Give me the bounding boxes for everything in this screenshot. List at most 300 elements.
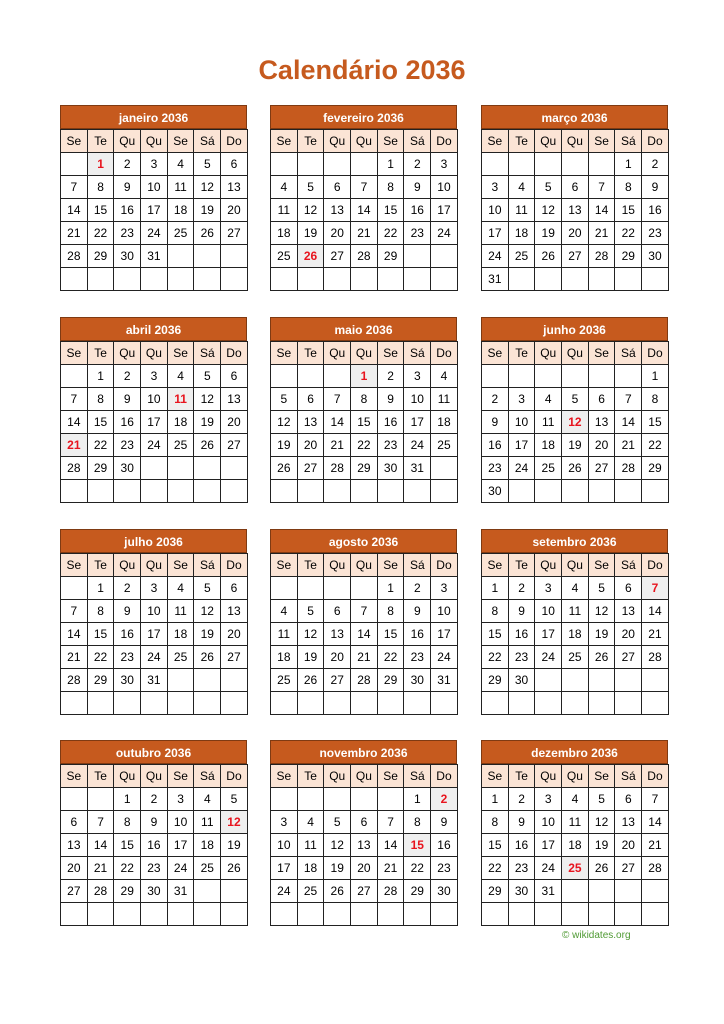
empty-cell — [87, 903, 114, 926]
day-cell: 3 — [141, 153, 168, 176]
empty-cell — [61, 480, 88, 503]
day-cell: 28 — [642, 646, 669, 669]
day-cell: 27 — [615, 857, 642, 880]
empty-cell — [61, 903, 88, 926]
empty-cell — [324, 903, 351, 926]
day-cell: 19 — [588, 623, 615, 646]
day-cell: 1 — [482, 577, 509, 600]
empty-cell — [167, 268, 194, 291]
weekday-header: Te — [508, 554, 535, 577]
day-cell: 28 — [588, 245, 615, 268]
day-cell: 5 — [535, 176, 562, 199]
day-cell: 15 — [482, 834, 509, 857]
holiday-day-cell: 12 — [562, 411, 589, 434]
day-cell: 29 — [482, 669, 509, 692]
day-cell: 9 — [114, 176, 141, 199]
empty-cell — [535, 268, 562, 291]
weekday-header: Se — [377, 554, 404, 577]
holiday-day-cell: 7 — [642, 577, 669, 600]
day-cell: 4 — [562, 788, 589, 811]
day-cell: 30 — [642, 245, 669, 268]
day-cell: 13 — [221, 176, 248, 199]
empty-cell — [87, 788, 114, 811]
day-cell: 19 — [271, 434, 298, 457]
day-cell: 16 — [404, 199, 431, 222]
day-cell: 3 — [431, 153, 458, 176]
day-cell: 23 — [114, 434, 141, 457]
day-cell: 6 — [297, 388, 324, 411]
weekday-header: Do — [221, 342, 248, 365]
empty-cell — [377, 692, 404, 715]
day-cell: 12 — [194, 600, 221, 623]
day-cell: 5 — [271, 388, 298, 411]
day-cell: 3 — [271, 811, 298, 834]
day-cell: 24 — [431, 222, 458, 245]
day-cell: 2 — [141, 788, 168, 811]
empty-cell — [324, 268, 351, 291]
day-cell: 15 — [87, 199, 114, 222]
day-cell: 8 — [87, 176, 114, 199]
empty-cell — [271, 903, 298, 926]
day-cell: 12 — [194, 176, 221, 199]
day-cell: 17 — [271, 857, 298, 880]
day-cell: 22 — [404, 857, 431, 880]
day-cell: 10 — [431, 176, 458, 199]
day-cell: 14 — [615, 411, 642, 434]
day-cell: 23 — [114, 222, 141, 245]
day-cell: 11 — [431, 388, 458, 411]
empty-cell — [271, 153, 298, 176]
empty-cell — [61, 268, 88, 291]
day-cell: 16 — [642, 199, 669, 222]
day-cell: 17 — [508, 434, 535, 457]
month-block — [481, 105, 668, 291]
day-cell: 7 — [588, 176, 615, 199]
day-cell: 13 — [221, 600, 248, 623]
day-cell: 17 — [404, 411, 431, 434]
day-cell: 5 — [588, 788, 615, 811]
day-cell: 25 — [167, 222, 194, 245]
day-cell: 27 — [351, 880, 378, 903]
day-cell: 3 — [404, 365, 431, 388]
month-title: julho 2036 — [60, 529, 247, 553]
empty-cell — [194, 903, 221, 926]
weekday-header: Te — [297, 342, 324, 365]
weekday-header: Se — [377, 765, 404, 788]
empty-cell — [297, 903, 324, 926]
weekday-header: Do — [221, 765, 248, 788]
day-cell: 16 — [508, 623, 535, 646]
day-cell: 20 — [615, 623, 642, 646]
empty-cell — [431, 480, 458, 503]
day-cell: 30 — [114, 669, 141, 692]
weekday-header: Se — [271, 130, 298, 153]
empty-cell — [642, 692, 669, 715]
day-cell: 30 — [508, 669, 535, 692]
empty-cell — [535, 480, 562, 503]
weekday-header: Qu — [324, 765, 351, 788]
day-cell: 16 — [114, 623, 141, 646]
day-cell: 8 — [377, 600, 404, 623]
day-cell: 24 — [535, 646, 562, 669]
day-cell: 4 — [271, 600, 298, 623]
day-cell: 20 — [615, 834, 642, 857]
day-cell: 15 — [482, 623, 509, 646]
day-cell: 19 — [297, 646, 324, 669]
day-cell: 19 — [324, 857, 351, 880]
day-cell: 26 — [194, 222, 221, 245]
day-cell: 13 — [615, 811, 642, 834]
weekday-header: Sá — [615, 554, 642, 577]
day-cell: 14 — [642, 811, 669, 834]
day-cell: 20 — [61, 857, 88, 880]
empty-cell — [61, 577, 88, 600]
day-cell: 4 — [431, 365, 458, 388]
day-cell: 5 — [297, 600, 324, 623]
day-cell: 6 — [221, 153, 248, 176]
month-days-table — [481, 553, 669, 715]
day-cell: 14 — [351, 623, 378, 646]
day-cell: 14 — [588, 199, 615, 222]
empty-cell — [535, 903, 562, 926]
day-cell: 28 — [61, 245, 88, 268]
month-block — [270, 317, 457, 503]
day-cell: 24 — [482, 245, 509, 268]
day-cell: 22 — [482, 646, 509, 669]
empty-cell — [297, 692, 324, 715]
day-cell: 27 — [221, 646, 248, 669]
day-cell: 4 — [167, 365, 194, 388]
day-cell: 29 — [642, 457, 669, 480]
day-cell: 6 — [324, 600, 351, 623]
day-cell: 28 — [324, 457, 351, 480]
day-cell: 12 — [588, 811, 615, 834]
weekday-header: Do — [431, 765, 458, 788]
day-cell: 21 — [61, 646, 88, 669]
day-cell: 13 — [324, 199, 351, 222]
day-cell: 6 — [61, 811, 88, 834]
day-cell: 7 — [615, 388, 642, 411]
empty-cell — [194, 669, 221, 692]
day-cell: 5 — [297, 176, 324, 199]
day-cell: 31 — [141, 245, 168, 268]
day-cell: 6 — [351, 811, 378, 834]
day-cell: 4 — [167, 577, 194, 600]
empty-cell — [221, 457, 248, 480]
holiday-day-cell: 1 — [351, 365, 378, 388]
empty-cell — [615, 903, 642, 926]
day-cell: 4 — [297, 811, 324, 834]
day-cell: 9 — [141, 811, 168, 834]
day-cell: 3 — [167, 788, 194, 811]
empty-cell — [351, 268, 378, 291]
day-cell: 22 — [351, 434, 378, 457]
weekday-header: Te — [297, 130, 324, 153]
day-cell: 24 — [141, 434, 168, 457]
empty-cell — [535, 669, 562, 692]
empty-cell — [351, 692, 378, 715]
empty-cell — [615, 365, 642, 388]
month-block — [60, 740, 247, 926]
weekday-header: Sá — [404, 130, 431, 153]
day-cell: 7 — [324, 388, 351, 411]
weekday-header: Do — [431, 130, 458, 153]
weekday-header: Qu — [535, 130, 562, 153]
empty-cell — [431, 268, 458, 291]
day-cell: 25 — [271, 245, 298, 268]
empty-cell — [642, 480, 669, 503]
empty-cell — [141, 268, 168, 291]
empty-cell — [588, 880, 615, 903]
weekday-header: Qu — [562, 130, 589, 153]
day-cell: 16 — [508, 834, 535, 857]
day-cell: 10 — [431, 600, 458, 623]
weekday-header: Qu — [351, 342, 378, 365]
day-cell: 21 — [324, 434, 351, 457]
day-cell: 12 — [535, 199, 562, 222]
day-cell: 7 — [351, 176, 378, 199]
day-cell: 22 — [87, 646, 114, 669]
day-cell: 25 — [194, 857, 221, 880]
weekday-header: Se — [482, 130, 509, 153]
day-cell: 20 — [324, 222, 351, 245]
month-block — [60, 529, 247, 715]
month-block — [270, 740, 457, 926]
day-cell: 9 — [642, 176, 669, 199]
holiday-day-cell: 1 — [87, 153, 114, 176]
day-cell: 1 — [377, 153, 404, 176]
empty-cell — [61, 365, 88, 388]
empty-cell — [141, 480, 168, 503]
day-cell: 21 — [642, 834, 669, 857]
weekday-header: Te — [87, 554, 114, 577]
day-cell: 16 — [114, 411, 141, 434]
day-cell: 31 — [431, 669, 458, 692]
day-cell: 9 — [404, 600, 431, 623]
empty-cell — [562, 692, 589, 715]
day-cell: 9 — [114, 600, 141, 623]
day-cell: 26 — [297, 669, 324, 692]
day-cell: 28 — [351, 669, 378, 692]
day-cell: 27 — [562, 245, 589, 268]
day-cell: 8 — [114, 811, 141, 834]
holiday-day-cell: 15 — [404, 834, 431, 857]
day-cell: 27 — [297, 457, 324, 480]
empty-cell — [114, 268, 141, 291]
day-cell: 9 — [482, 411, 509, 434]
day-cell: 8 — [482, 600, 509, 623]
weekday-header: Se — [588, 765, 615, 788]
weekday-header: Se — [377, 342, 404, 365]
day-cell: 31 — [167, 880, 194, 903]
weekday-header: Te — [87, 765, 114, 788]
day-cell: 18 — [562, 834, 589, 857]
day-cell: 3 — [141, 577, 168, 600]
weekday-header: Se — [167, 765, 194, 788]
day-cell: 5 — [324, 811, 351, 834]
weekday-header: Sá — [404, 342, 431, 365]
empty-cell — [324, 365, 351, 388]
empty-cell — [114, 692, 141, 715]
day-cell: 20 — [221, 199, 248, 222]
day-cell: 6 — [221, 577, 248, 600]
weekday-header: Te — [508, 342, 535, 365]
empty-cell — [114, 903, 141, 926]
empty-cell — [167, 692, 194, 715]
day-cell: 15 — [642, 411, 669, 434]
day-cell: 11 — [271, 623, 298, 646]
day-cell: 27 — [588, 457, 615, 480]
month-block — [60, 105, 247, 291]
empty-cell — [508, 268, 535, 291]
day-cell: 16 — [377, 411, 404, 434]
empty-cell — [194, 880, 221, 903]
holiday-day-cell: 11 — [167, 388, 194, 411]
day-cell: 6 — [562, 176, 589, 199]
day-cell: 26 — [271, 457, 298, 480]
empty-cell — [221, 268, 248, 291]
day-cell: 1 — [377, 577, 404, 600]
day-cell: 13 — [61, 834, 88, 857]
day-cell: 3 — [535, 577, 562, 600]
day-cell: 5 — [194, 153, 221, 176]
month-block — [270, 105, 457, 291]
day-cell: 1 — [87, 365, 114, 388]
weekday-header: Sá — [615, 342, 642, 365]
day-cell: 17 — [167, 834, 194, 857]
day-cell: 13 — [324, 623, 351, 646]
empty-cell — [87, 268, 114, 291]
empty-cell — [87, 692, 114, 715]
day-cell: 25 — [297, 880, 324, 903]
day-cell: 2 — [114, 577, 141, 600]
month-block — [481, 529, 668, 715]
day-cell: 29 — [351, 457, 378, 480]
day-cell: 25 — [508, 245, 535, 268]
day-cell: 9 — [404, 176, 431, 199]
empty-cell — [508, 153, 535, 176]
weekday-header: Qu — [141, 130, 168, 153]
weekday-header: Qu — [141, 342, 168, 365]
empty-cell — [431, 903, 458, 926]
day-cell: 18 — [535, 434, 562, 457]
day-cell: 21 — [61, 222, 88, 245]
day-cell: 18 — [508, 222, 535, 245]
weekday-header: Te — [87, 130, 114, 153]
day-cell: 26 — [194, 434, 221, 457]
month-days-table — [60, 553, 248, 715]
day-cell: 15 — [87, 411, 114, 434]
day-cell: 2 — [377, 365, 404, 388]
day-cell: 28 — [61, 669, 88, 692]
day-cell: 19 — [194, 623, 221, 646]
day-cell: 23 — [377, 434, 404, 457]
day-cell: 18 — [167, 411, 194, 434]
day-cell: 2 — [508, 788, 535, 811]
month-days-table — [60, 129, 248, 291]
empty-cell — [271, 365, 298, 388]
day-cell: 21 — [642, 623, 669, 646]
empty-cell — [271, 692, 298, 715]
day-cell: 23 — [141, 857, 168, 880]
empty-cell — [482, 153, 509, 176]
day-cell: 28 — [87, 880, 114, 903]
day-cell: 4 — [535, 388, 562, 411]
day-cell: 24 — [431, 646, 458, 669]
day-cell: 27 — [221, 222, 248, 245]
holiday-day-cell: 21 — [61, 434, 88, 457]
day-cell: 14 — [87, 834, 114, 857]
empty-cell — [615, 880, 642, 903]
month-days-table — [481, 341, 669, 503]
day-cell: 10 — [141, 176, 168, 199]
month-days-table — [270, 553, 458, 715]
day-cell: 18 — [271, 646, 298, 669]
empty-cell — [167, 245, 194, 268]
day-cell: 15 — [351, 411, 378, 434]
day-cell: 23 — [642, 222, 669, 245]
day-cell: 23 — [114, 646, 141, 669]
weekday-header: Sá — [615, 130, 642, 153]
weekday-header: Sá — [615, 765, 642, 788]
day-cell: 30 — [482, 480, 509, 503]
day-cell: 13 — [297, 411, 324, 434]
day-cell: 10 — [141, 600, 168, 623]
day-cell: 30 — [431, 880, 458, 903]
day-cell: 28 — [615, 457, 642, 480]
day-cell: 22 — [642, 434, 669, 457]
weekday-header: Se — [271, 765, 298, 788]
day-cell: 29 — [615, 245, 642, 268]
weekday-header: Se — [588, 554, 615, 577]
day-cell: 11 — [535, 411, 562, 434]
empty-cell — [562, 153, 589, 176]
day-cell: 20 — [351, 857, 378, 880]
day-cell: 3 — [508, 388, 535, 411]
day-cell: 23 — [508, 646, 535, 669]
empty-cell — [535, 153, 562, 176]
day-cell: 21 — [377, 857, 404, 880]
day-cell: 15 — [87, 623, 114, 646]
day-cell: 1 — [114, 788, 141, 811]
day-cell: 19 — [588, 834, 615, 857]
day-cell: 6 — [615, 577, 642, 600]
day-cell: 26 — [588, 646, 615, 669]
day-cell: 18 — [297, 857, 324, 880]
weekday-header: Te — [87, 342, 114, 365]
day-cell: 12 — [194, 388, 221, 411]
day-cell: 8 — [377, 176, 404, 199]
day-cell: 14 — [61, 199, 88, 222]
month-days-table — [481, 129, 669, 291]
day-cell: 8 — [87, 600, 114, 623]
weekday-header: Do — [642, 554, 669, 577]
day-cell: 14 — [377, 834, 404, 857]
weekday-header: Qu — [114, 554, 141, 577]
day-cell: 7 — [61, 600, 88, 623]
day-cell: 20 — [324, 646, 351, 669]
day-cell: 10 — [404, 388, 431, 411]
weekday-header: Qu — [351, 130, 378, 153]
day-cell: 7 — [61, 176, 88, 199]
empty-cell — [324, 692, 351, 715]
empty-cell — [271, 788, 298, 811]
empty-cell — [431, 692, 458, 715]
page-title: Calendário 2036 — [258, 55, 466, 85]
day-cell: 15 — [114, 834, 141, 857]
empty-cell — [221, 692, 248, 715]
weekday-header: Se — [482, 342, 509, 365]
